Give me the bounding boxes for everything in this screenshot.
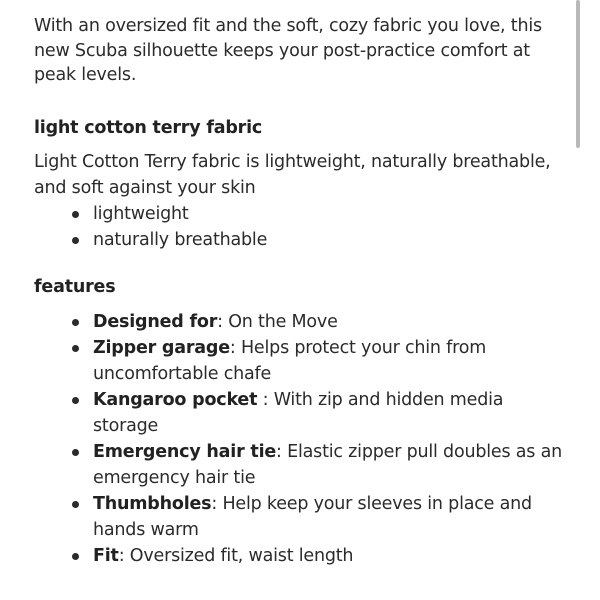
features-list (34, 309, 564, 569)
list-item: lightweight (34, 201, 564, 227)
feature-label: Kangaroo pocket (93, 389, 258, 410)
feature-item-thumbholes (34, 491, 564, 543)
feature-label: Fit (93, 545, 119, 566)
list-item: naturally breathable (34, 227, 564, 253)
feature-item-zipper-garage (34, 335, 564, 387)
feature-item-designed-for (34, 309, 564, 335)
feature-text: On the Move (228, 311, 338, 332)
feature-separator: : (276, 441, 288, 462)
feature-label: Thumbholes (93, 493, 212, 514)
feature-separator: : (257, 389, 274, 410)
feature-text: Help keep your sleeves in place and hands warm (93, 493, 532, 540)
feature-text: Oversized fit, waist length (129, 545, 354, 566)
feature-item-emergency-hair-tie (34, 439, 564, 491)
feature-item-kangaroo-pocket (34, 387, 564, 439)
fabric-heading: light cotton terry fabric (34, 117, 263, 138)
feature-item-fit (34, 543, 564, 569)
intro-paragraph: With an oversized fit and the soft, cozy fabric you love, this new Scuba silhouette keeps your post-practice comfort at peak levels. (34, 16, 542, 85)
feature-label: Designed for (93, 311, 218, 332)
feature-separator: : (118, 545, 130, 566)
feature-text: Helps protect your chin from uncomfortable chafe (93, 337, 487, 384)
feature-text: With zip and hidden media storage (93, 389, 504, 436)
feature-label: Zipper garage (93, 337, 230, 358)
feature-text: Elastic zipper pull doubles as an emergency hair tie (93, 441, 562, 488)
fabric-bullet-list (34, 201, 564, 253)
vertical-scrollbar[interactable] (576, 0, 580, 148)
feature-label: Emergency hair tie (93, 441, 277, 462)
feature-separator: : (211, 493, 223, 514)
product-description (34, 14, 564, 569)
feature-separator: : (229, 337, 241, 358)
feature-separator: : (217, 311, 229, 332)
features-heading: features (34, 276, 116, 297)
fabric-description: Light Cotton Terry fabric is lightweight, naturally breathable, and soft against your skin (34, 151, 551, 198)
